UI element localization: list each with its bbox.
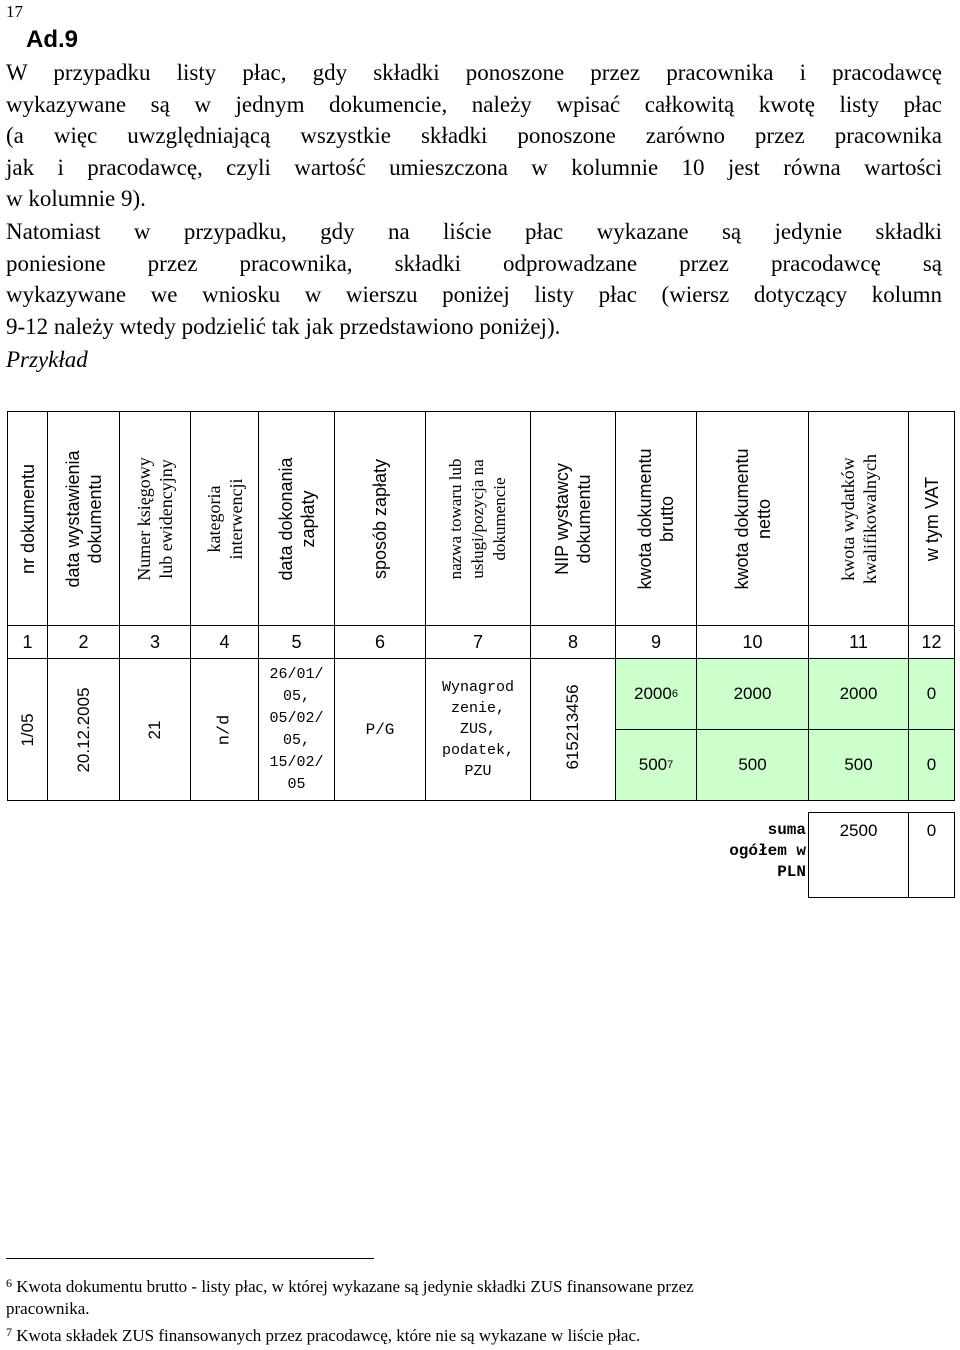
summary-total-cell bbox=[808, 812, 909, 898]
paragraph-line: jak i pracodawcę, czyli wartość umieszczona w kolumnie 10 jest równa wartości bbox=[6, 154, 942, 180]
cell-brutto bbox=[615, 658, 697, 730]
cell-kwalifikowalne bbox=[808, 729, 909, 801]
header-cell-6 bbox=[334, 411, 426, 626]
cell-value-line: Wynagrod bbox=[441, 679, 514, 696]
summary-label-line: ogółem w bbox=[729, 842, 806, 860]
cell-kwalifikowalne bbox=[808, 658, 909, 730]
header-label: kwota wydatków bbox=[837, 456, 858, 581]
footnote-7 bbox=[6, 1325, 946, 1347]
cell-value: 1/05 bbox=[17, 712, 37, 747]
cell-netto bbox=[696, 658, 809, 730]
footnote-mark: 7 bbox=[6, 1325, 12, 1339]
header-label: NIP wystawcy bbox=[552, 462, 572, 575]
header-label: Numer księgowy bbox=[134, 456, 154, 581]
summary-total: 2500 bbox=[839, 821, 878, 840]
cell-sposob-zaplaty bbox=[334, 658, 426, 801]
header-label: nazwa towaru lub bbox=[446, 458, 465, 579]
column-number: 1 bbox=[7, 625, 48, 659]
footnote-ref: 7 bbox=[667, 759, 674, 771]
page-number: 17 bbox=[6, 2, 23, 21]
cell-value: 20.12.2005 bbox=[73, 686, 93, 773]
cell-value: 2000 bbox=[839, 684, 878, 703]
cell-value: 615213456 bbox=[563, 683, 582, 770]
footnote-ref: 6 bbox=[671, 688, 678, 700]
summary-vat: 0 bbox=[926, 821, 937, 840]
header-cell-11 bbox=[808, 411, 909, 626]
paragraph-line: w kolumnie 9). bbox=[6, 186, 146, 211]
paragraph-line: poniesione przez pracownika, składki odprowadzane przez pracodawcę są bbox=[6, 250, 942, 276]
header-label: kwalifikowalnych bbox=[859, 453, 880, 584]
cell-value-line: ZUS, bbox=[459, 721, 496, 738]
cell-value: 500 bbox=[844, 755, 873, 774]
paragraph-line: W przypadku listy płac, gdy składki ponoszone przez pracownika i pracodawcę bbox=[6, 60, 942, 85]
column-number: 3 bbox=[119, 625, 191, 659]
cell-value: P/G bbox=[365, 720, 395, 739]
cell-value-line: 15/02/ bbox=[269, 753, 324, 771]
header-label: lub ewidencyjny bbox=[156, 458, 176, 579]
header-cell-3 bbox=[119, 411, 191, 626]
paragraph-line: (a więc uwzględniającą wszystkie składki ponoszone zarówno przez pracownika bbox=[6, 123, 942, 148]
column-number: 9 bbox=[615, 625, 697, 659]
footnote-6 bbox=[6, 1276, 946, 1320]
cell-numer-ksiegowy bbox=[119, 658, 191, 801]
cell-vat bbox=[908, 729, 955, 801]
summary-vat-cell bbox=[908, 812, 955, 898]
paragraph-line: Natomiast w przypadku, gdy na liście płac wykazane są jedynie składki bbox=[6, 219, 942, 244]
header-label: sposób zapłaty bbox=[370, 458, 390, 579]
column-number: 11 bbox=[808, 625, 909, 659]
header-label: w tym VAT bbox=[921, 476, 942, 561]
header-cell-1 bbox=[7, 411, 48, 626]
header-cell-7 bbox=[425, 411, 531, 626]
column-number: 7 bbox=[425, 625, 531, 659]
cell-value-line: PZU bbox=[464, 763, 492, 780]
cell-value: 21 bbox=[145, 720, 164, 739]
cell-value: 500 bbox=[738, 755, 767, 774]
cell-value: 2000 bbox=[733, 684, 772, 703]
header-cell-5 bbox=[258, 411, 335, 626]
cell-value: 2000 bbox=[634, 684, 672, 703]
paragraph-line: 9-12 należy wtedy podzielić tak jak przedstawiono poniżej). bbox=[6, 313, 561, 339]
cell-netto bbox=[696, 729, 809, 801]
header-cell-10 bbox=[696, 411, 809, 626]
cell-data-wystawienia bbox=[47, 658, 120, 801]
cell-value-line: 26/01/ bbox=[269, 665, 324, 683]
column-number: 5 bbox=[258, 625, 335, 659]
header-label: usługi/pozycja na bbox=[468, 458, 487, 579]
footnote-mark: 6 bbox=[6, 1276, 12, 1290]
header-label: zapłaty bbox=[297, 489, 318, 548]
cell-value-line: zenie, bbox=[450, 700, 505, 717]
header-label: data dokonania bbox=[275, 456, 296, 581]
cell-value: 0 bbox=[926, 684, 937, 703]
column-number: 2 bbox=[47, 625, 120, 659]
column-number: 12 bbox=[908, 625, 955, 659]
column-number: 8 bbox=[530, 625, 616, 659]
header-label: kategoria bbox=[203, 485, 224, 552]
header-cell-9 bbox=[615, 411, 697, 626]
cell-value: 0 bbox=[926, 755, 937, 774]
summary-label-line: PLN bbox=[777, 863, 806, 881]
summary-label bbox=[700, 820, 806, 883]
header-label: dokumentu bbox=[84, 473, 105, 564]
header-label: kwota dokumentu bbox=[635, 447, 655, 590]
paragraph-1 bbox=[6, 57, 942, 215]
header-label: dokumencie bbox=[490, 476, 509, 561]
cell-value-line: 05/02/ bbox=[269, 709, 324, 727]
header-label: kwota dokumentu bbox=[731, 447, 752, 590]
cell-value-line: 05, bbox=[282, 731, 310, 749]
header-label: interwencji bbox=[225, 478, 246, 559]
column-number: 4 bbox=[190, 625, 259, 659]
header-cell-8 bbox=[530, 411, 616, 626]
paragraph-line: wykazywane we wniosku w wierszu poniżej listy płac (wiersz dotyczący kolumn bbox=[6, 282, 942, 307]
cell-value-line: 05 bbox=[287, 775, 306, 793]
cell-nazwa bbox=[425, 658, 531, 801]
cell-vat bbox=[908, 658, 955, 730]
column-number: 10 bbox=[696, 625, 809, 659]
cell-value: n/d bbox=[215, 714, 234, 745]
cell-data-zaplaty bbox=[258, 658, 335, 801]
header-label: netto bbox=[753, 498, 774, 539]
footnote-text: pracownika. bbox=[6, 1299, 90, 1318]
cell-value-line: 05, bbox=[282, 687, 310, 705]
cell-nr-dokumentu bbox=[7, 658, 48, 801]
cell-nip bbox=[530, 658, 616, 801]
section-heading: Ad.9 bbox=[26, 26, 79, 53]
paragraph-line: wykazywane są w jednym dokumencie, należy wpisać całkowitą kwotę listy płac bbox=[6, 91, 942, 117]
header-label: data wystawienia bbox=[62, 449, 83, 588]
header-label: brutto bbox=[657, 495, 677, 542]
header-label: dokumentu bbox=[574, 473, 594, 564]
header-label: nr dokumentu bbox=[17, 463, 38, 574]
paragraph-2 bbox=[6, 216, 942, 342]
cell-kategoria bbox=[190, 658, 259, 801]
example-label: Przykład bbox=[6, 347, 88, 372]
header-cell-2 bbox=[47, 411, 120, 626]
cell-brutto bbox=[615, 729, 697, 801]
header-cell-4 bbox=[190, 411, 259, 626]
summary-label-line: suma bbox=[767, 821, 806, 839]
cell-value: 500 bbox=[638, 755, 668, 774]
cell-value-line: podatek, bbox=[441, 742, 514, 759]
column-number: 6 bbox=[334, 625, 426, 659]
footnote-text: Kwota dokumentu brutto - listy płac, w której wykazane są jedynie składki ZUS finansowane przez bbox=[16, 1277, 694, 1296]
header-cell-12 bbox=[908, 411, 955, 626]
footnote-separator bbox=[6, 1258, 374, 1259]
footnote-text: Kwota składek ZUS finansowanych przez pracodawcę, które nie są wykazane w liście płac. bbox=[16, 1326, 641, 1345]
